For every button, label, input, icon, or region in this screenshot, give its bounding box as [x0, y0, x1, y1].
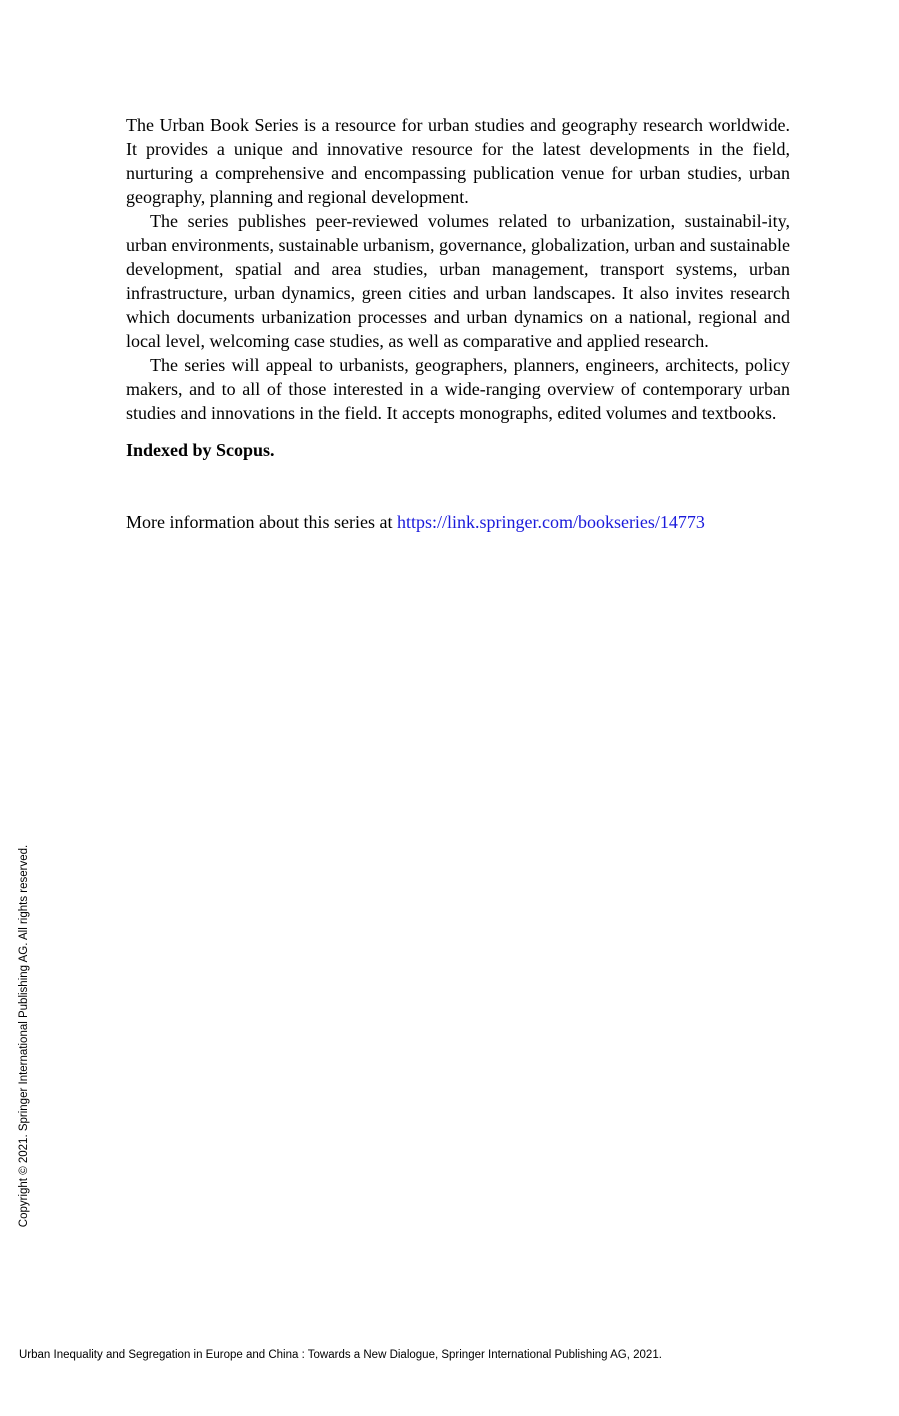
- series-intro-paragraph: The Urban Book Series is a resource for urban studies and geography research worldwide. It provides a unique and innovative resource for the latest developments in the field, nurturing a comprehensive and encompassing publication venue for urban studies, urban geography, planning and regional development.: [126, 115, 790, 207]
- series-scope-paragraph: The series publishes peer-reviewed volumes related to urbanization, sustainabil-ity, urban environments, sustainable urbanism, governance, globalization, urban and sustainable development, spatial and area studies, urban management, transport systems, urban infrastructure, urban dynamics, green cities and urban landscapes. It also invites research which documents urbanization processes and urban dynamics on a national, regional and local level, welcoming case studies, as well as comparative and applied research.: [126, 211, 790, 351]
- footer-citation: Urban Inequality and Segregation in Europe and China : Towards a New Dialogue, Springer International Publishing AG, 2021.: [19, 1349, 662, 1361]
- series-description: [126, 113, 790, 534]
- side-copyright-notice: Copyright © 2021. Springer International Publishing AG. All rights reserved.: [18, 844, 30, 1228]
- more-info-line: [126, 510, 790, 534]
- indexed-note: Indexed by Scopus.: [126, 440, 275, 460]
- more-info-prefix: More information about this series at: [126, 512, 397, 532]
- series-audience-paragraph: The series will appeal to urbanists, geographers, planners, engineers, architects, policy makers, and to all of those interested in a wide-ranging overview of contemporary urban studies and innovations in the field. It accepts monographs, edited volumes and textbooks.: [126, 355, 790, 423]
- series-link[interactable]: https://link.springer.com/bookseries/14773: [396, 512, 705, 532]
